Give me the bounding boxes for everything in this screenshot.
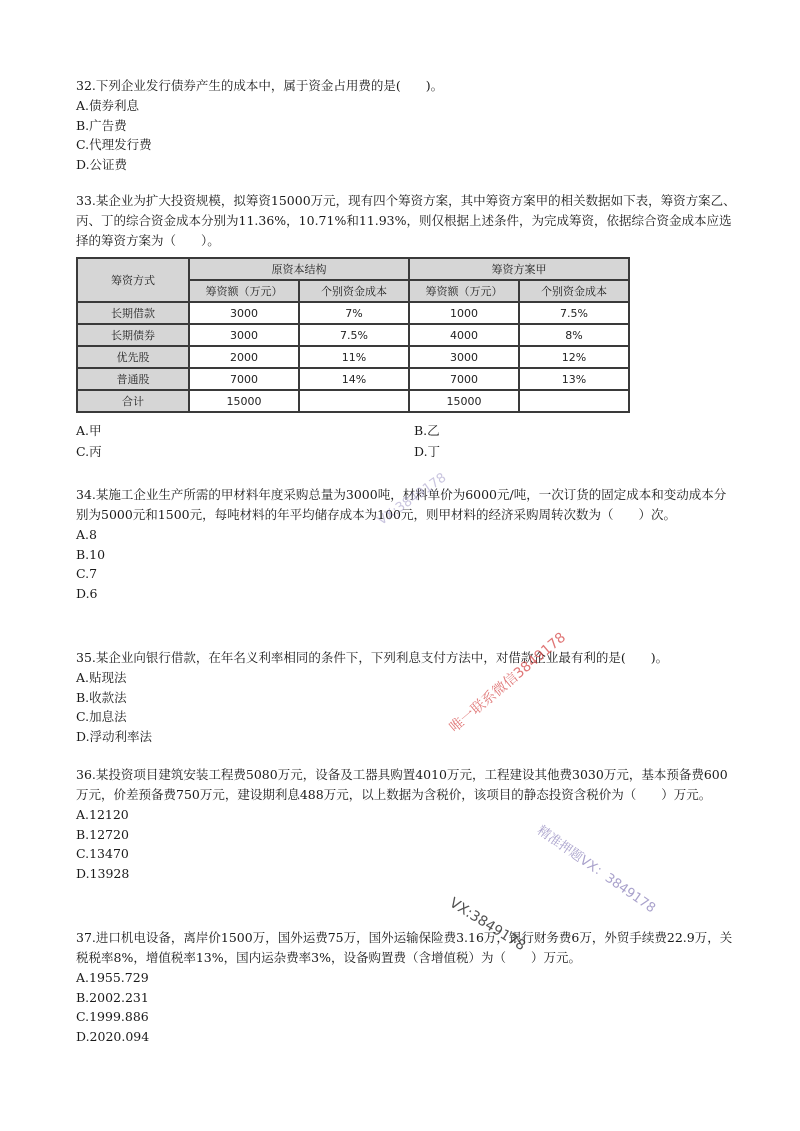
question-32 bbox=[76, 76, 736, 174]
table-row bbox=[77, 368, 629, 390]
financing-table bbox=[76, 257, 630, 413]
option-c: C.丙 bbox=[76, 444, 102, 459]
table-group-original: 原资本结构 bbox=[189, 258, 409, 280]
table-cell: 1000 bbox=[409, 302, 519, 324]
question-33 bbox=[76, 191, 736, 463]
table-cell: 合计 bbox=[77, 390, 189, 412]
question-36 bbox=[76, 765, 736, 883]
question-stem: 35.某企业向银行借款，在年名义利率相同的条件下，下列利息支付方法中，对借款企业最有利的是( )。 bbox=[76, 650, 669, 665]
option-a: A.1955.729 bbox=[76, 970, 149, 985]
table-cell: 3000 bbox=[189, 302, 299, 324]
table-subheader: 筹资额（万元） bbox=[409, 280, 519, 302]
table-cell: 普通股 bbox=[77, 368, 189, 390]
table-cell: 12% bbox=[519, 346, 629, 368]
table-cell: 7.5% bbox=[519, 302, 629, 324]
option-a: A.12120 bbox=[76, 807, 129, 822]
watermark: VX:3849178 bbox=[446, 895, 529, 955]
table-cell bbox=[299, 390, 409, 412]
option-b: B.10 bbox=[76, 546, 106, 562]
option-d: D.13928 bbox=[76, 865, 130, 881]
option-a: A.甲 bbox=[76, 423, 102, 438]
option-c: C.13470 bbox=[76, 846, 129, 861]
question-stem: 32.下列企业发行债券产生的成本中，属于资金占用费的是( )。 bbox=[76, 78, 444, 93]
table-cell: 4000 bbox=[409, 324, 519, 346]
table-row bbox=[77, 302, 629, 324]
table-cell: 7000 bbox=[409, 368, 519, 390]
table-cell: 11% bbox=[299, 346, 409, 368]
option-d: D.6 bbox=[76, 585, 98, 601]
question-stem: 34.某施工企业生产所需的甲材料年度采购总量为3000吨，材料单价为6000元/吨，一次订货的固定成本和变动成本分别为5000元和1500元，每吨材料的年平均储存成本为100元，则甲材料的经济采购周转次数为（ ）次。 bbox=[76, 487, 727, 522]
option-c: C.加息法 bbox=[76, 709, 127, 724]
table-cell: 2000 bbox=[189, 346, 299, 368]
table-cell: 8% bbox=[519, 324, 629, 346]
table-row bbox=[77, 390, 629, 412]
option-a: A.债券利息 bbox=[76, 98, 140, 113]
table-row bbox=[77, 324, 629, 346]
option-a: A.8 bbox=[76, 527, 97, 542]
option-c: C.1999.886 bbox=[76, 1009, 149, 1024]
table-cell: 3000 bbox=[409, 346, 519, 368]
table-cell: 7% bbox=[299, 302, 409, 324]
question-stem: 33.某企业为扩大投资规模，拟筹资15000万元，现有四个筹资方案，其中筹资方案甲的相关数据如下表，筹资方案乙、丙、丁的综合资金成本分别为11.36%，10.71%和11.93%，则仅根据上述条件，为完成筹资，依据综合资金成本应选择的筹资方案为（ ）。 bbox=[76, 193, 736, 248]
table-cell: 13% bbox=[519, 368, 629, 390]
table-cell: 长期债券 bbox=[77, 324, 189, 346]
table-cell: 14% bbox=[299, 368, 409, 390]
option-a: A.贴现法 bbox=[76, 670, 127, 685]
option-c: C.7 bbox=[76, 566, 98, 581]
table-subheader: 个别资金成本 bbox=[299, 280, 409, 302]
table-cell bbox=[519, 390, 629, 412]
table-cell: 15000 bbox=[409, 390, 519, 412]
table-group-plan-a: 筹资方案甲 bbox=[409, 258, 629, 280]
watermark: 精准押题VX：3849178 bbox=[534, 823, 658, 917]
table-row bbox=[77, 346, 629, 368]
option-c: C.代理发行费 bbox=[76, 137, 152, 152]
option-b: B.广告费 bbox=[76, 117, 127, 133]
option-d: D.丁 bbox=[414, 444, 441, 459]
table-cell: 15000 bbox=[189, 390, 299, 412]
table-cell: 3000 bbox=[189, 324, 299, 346]
option-d: D.浮动利率法 bbox=[76, 728, 153, 744]
option-b: B.12720 bbox=[76, 826, 129, 842]
watermark: VX:3849178 bbox=[374, 470, 450, 529]
option-b: B.2002.231 bbox=[76, 989, 149, 1005]
option-b: B.乙 bbox=[414, 423, 440, 438]
question-37 bbox=[76, 928, 736, 1046]
question-35 bbox=[76, 648, 736, 746]
table-cell: 长期借款 bbox=[77, 302, 189, 324]
question-stem: 37.进口机电设备，离岸价1500万，国外运费75万，国外运输保险费3.16万，银行财务费6万，外贸手续费22.9万，关税税率8%，增值税率13%，国内运杂费率3%，设备购置费（含增值税）为（ ）万元。 bbox=[76, 930, 733, 965]
question-stem: 36.某投资项目建筑安装工程费5080万元，设备及工器具购置4010万元，工程建设其他费3030万元，基本预备费600万元，价差预备费750万元，建设期利息488万元，以上数据为含税价，该项目的静态投资含税价为（ ）万元。 bbox=[76, 767, 728, 802]
table-cell: 7000 bbox=[189, 368, 299, 390]
option-d: D.2020.094 bbox=[76, 1028, 150, 1044]
option-d: D.公证费 bbox=[76, 156, 128, 172]
table-subheader: 筹资额（万元） bbox=[189, 280, 299, 302]
watermark: 唯一联系微信3849178 bbox=[446, 629, 570, 736]
table-corner: 筹资方式 bbox=[77, 258, 189, 302]
table-cell: 优先股 bbox=[77, 346, 189, 368]
table-cell: 7.5% bbox=[299, 324, 409, 346]
table-subheader: 个别资金成本 bbox=[519, 280, 629, 302]
option-b: B.收款法 bbox=[76, 689, 127, 705]
